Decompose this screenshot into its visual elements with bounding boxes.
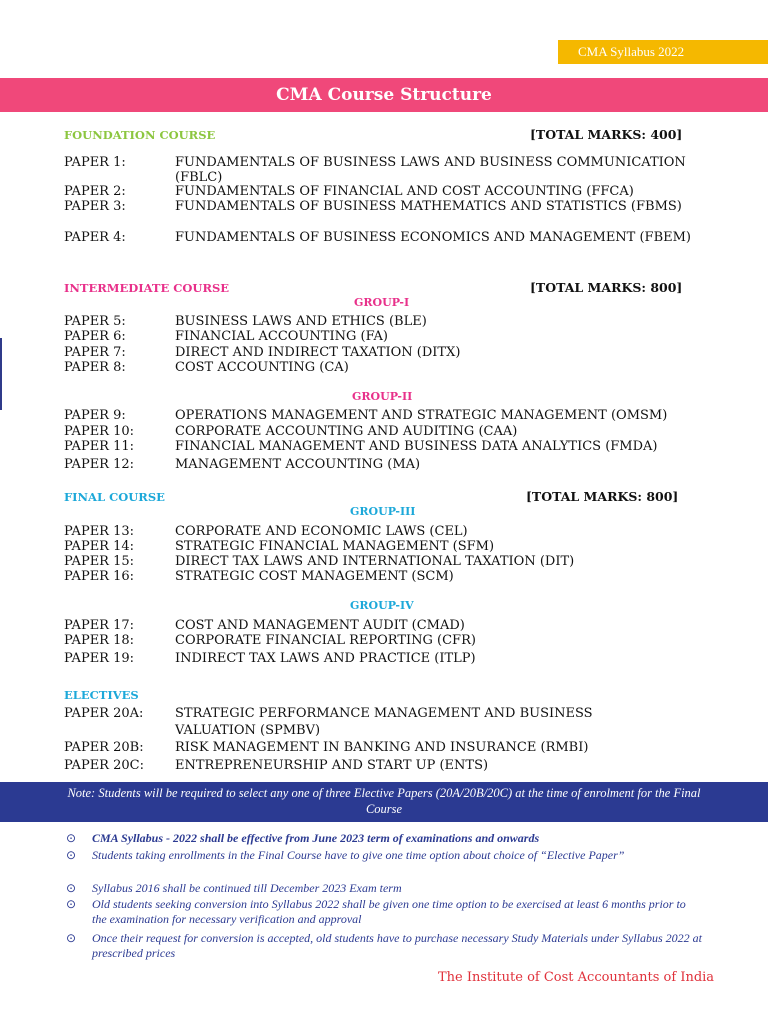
bullet-text: Old students seeking conversion into Syllabus 2022 shall be given one time option to be exercised at least 6 months prior to the examination for necessary verification and approval	[92, 897, 686, 926]
paper-title: MANAGEMENT ACCOUNTING (MA)	[175, 457, 421, 472]
final-course-heading: FINAL COURSE	[64, 490, 165, 504]
syllabus-tag: CMA Syllabus 2022	[558, 40, 768, 64]
paper-number: PAPER 20A:	[64, 706, 144, 721]
paper-number: PAPER 20B:	[64, 740, 144, 755]
paper-title: COST ACCOUNTING (CA)	[175, 360, 349, 375]
bullet-text: CMA Syllabus - 2022 shall be effective from June 2023 term of examinations and onwards	[92, 831, 540, 845]
paper-number: PAPER 5:	[64, 314, 126, 329]
final-total-marks: [TOTAL MARKS: 800]	[526, 489, 679, 504]
paper-title: BUSINESS LAWS AND ETHICS (BLE)	[175, 314, 427, 329]
paper-title: FUNDAMENTALS OF BUSINESS ECONOMICS AND MANAGEMENT (FBEM)	[175, 230, 692, 245]
paper-number: PAPER 1:	[64, 155, 126, 170]
paper-title: STRATEGIC FINANCIAL MANAGEMENT (SFM)	[175, 539, 495, 554]
paper-number: PAPER 2:	[64, 184, 126, 199]
paper-title: ENTREPRENEURSHIP AND START UP (ENTS)	[175, 758, 489, 773]
paper-number: PAPER 16:	[64, 569, 135, 584]
paper-number: PAPER 13:	[64, 524, 135, 539]
group-iv-heading: GROUP-IV	[350, 599, 414, 612]
intermediate-total-marks: [TOTAL MARKS: 800]	[530, 280, 683, 295]
paper-title: CORPORATE ACCOUNTING AND AUDITING (CAA)	[175, 424, 518, 439]
paper-number: PAPER 19:	[64, 651, 135, 666]
paper-number: PAPER 18:	[64, 633, 135, 648]
paper-number: PAPER 15:	[64, 554, 135, 569]
paper-number: PAPER 12:	[64, 457, 135, 472]
bullet-text: Once their request for conversion is accepted, old students have to purchase necessary Study Materials under Syllabus 2022 at prescribed prices	[92, 931, 702, 960]
bullet-circle-icon: ⊙	[66, 931, 77, 945]
paper-number: PAPER 20C:	[64, 758, 144, 773]
bullet-circle-icon: ⊙	[66, 881, 77, 895]
paper-title: RISK MANAGEMENT IN BANKING AND INSURANCE (RMBI)	[175, 740, 589, 755]
paper-title: OPERATIONS MANAGEMENT AND STRATEGIC MANAGEMENT (OMSM)	[175, 408, 668, 423]
paper-number: PAPER 8:	[64, 360, 126, 375]
paper-number: PAPER 7:	[64, 345, 126, 360]
paper-title: CORPORATE FINANCIAL REPORTING (CFR)	[175, 633, 476, 648]
electives-heading: ELECTIVES	[64, 688, 139, 702]
paper-title: CORPORATE AND ECONOMIC LAWS (CEL)	[175, 524, 468, 539]
paper-number: PAPER 17:	[64, 618, 135, 633]
foundation-course-heading: FOUNDATION COURSE	[64, 128, 216, 142]
elective-note-banner	[0, 782, 768, 822]
paper-number: PAPER 4:	[64, 230, 126, 245]
page-title: CMA Course Structure	[0, 78, 768, 112]
bullet-circle-icon: ⊙	[66, 897, 77, 911]
paper-number: PAPER 14:	[64, 539, 135, 554]
paper-title: FINANCIAL ACCOUNTING (FA)	[175, 329, 388, 344]
paper-title: COST AND MANAGEMENT AUDIT (CMAD)	[175, 618, 465, 633]
paper-title: DIRECT AND INDIRECT TAXATION (DITX)	[175, 345, 461, 360]
left-edge-rule	[0, 338, 2, 410]
bullet-circle-icon: ⊙	[66, 848, 77, 862]
paper-title: FUNDAMENTALS OF BUSINESS MATHEMATICS AND STATISTICS (FBMS)	[175, 199, 682, 214]
group-ii-heading: GROUP-II	[352, 390, 413, 403]
paper-number: PAPER 3:	[64, 199, 126, 214]
paper-number: PAPER 10:	[64, 424, 135, 439]
paper-number: PAPER 9:	[64, 408, 126, 423]
paper-title: FUNDAMENTALS OF BUSINESS LAWS AND BUSINESS COMMUNICATION (FBLC)	[175, 155, 686, 185]
bullet-circle-icon: ⊙	[66, 831, 77, 845]
paper-title: FUNDAMENTALS OF FINANCIAL AND COST ACCOUNTING (FFCA)	[175, 184, 634, 199]
bullet-text: Students taking enrollments in the Final Course have to give one time option about choice of “Elective Paper”	[92, 848, 625, 862]
note-text: Note: Students will be required to select any one of three Elective Papers (20A/20B/20C) at the time of enrolment for the Final Course	[67, 786, 701, 816]
paper-number: PAPER 6:	[64, 329, 126, 344]
intermediate-course-heading: INTERMEDIATE COURSE	[64, 281, 230, 295]
paper-title: INDIRECT TAX LAWS AND PRACTICE (ITLP)	[175, 651, 476, 666]
paper-title: DIRECT TAX LAWS AND INTERNATIONAL TAXATION (DIT)	[175, 554, 575, 569]
paper-title: STRATEGIC PERFORMANCE MANAGEMENT AND BUSINESS VALUATION (SPMBV)	[175, 706, 593, 738]
paper-title: STRATEGIC COST MANAGEMENT (SCM)	[175, 569, 454, 584]
foundation-total-marks: [TOTAL MARKS: 400]	[530, 127, 683, 142]
institute-footer: The Institute of Cost Accountants of India	[438, 970, 715, 985]
paper-title: FINANCIAL MANAGEMENT AND BUSINESS DATA ANALYTICS (FMDA)	[175, 439, 658, 454]
group-iii-heading: GROUP-III	[350, 505, 416, 518]
bullet-text: Syllabus 2016 shall be continued till December 2023 Exam term	[92, 881, 402, 895]
paper-number: PAPER 11:	[64, 439, 135, 454]
group-i-heading: GROUP-I	[354, 296, 410, 309]
